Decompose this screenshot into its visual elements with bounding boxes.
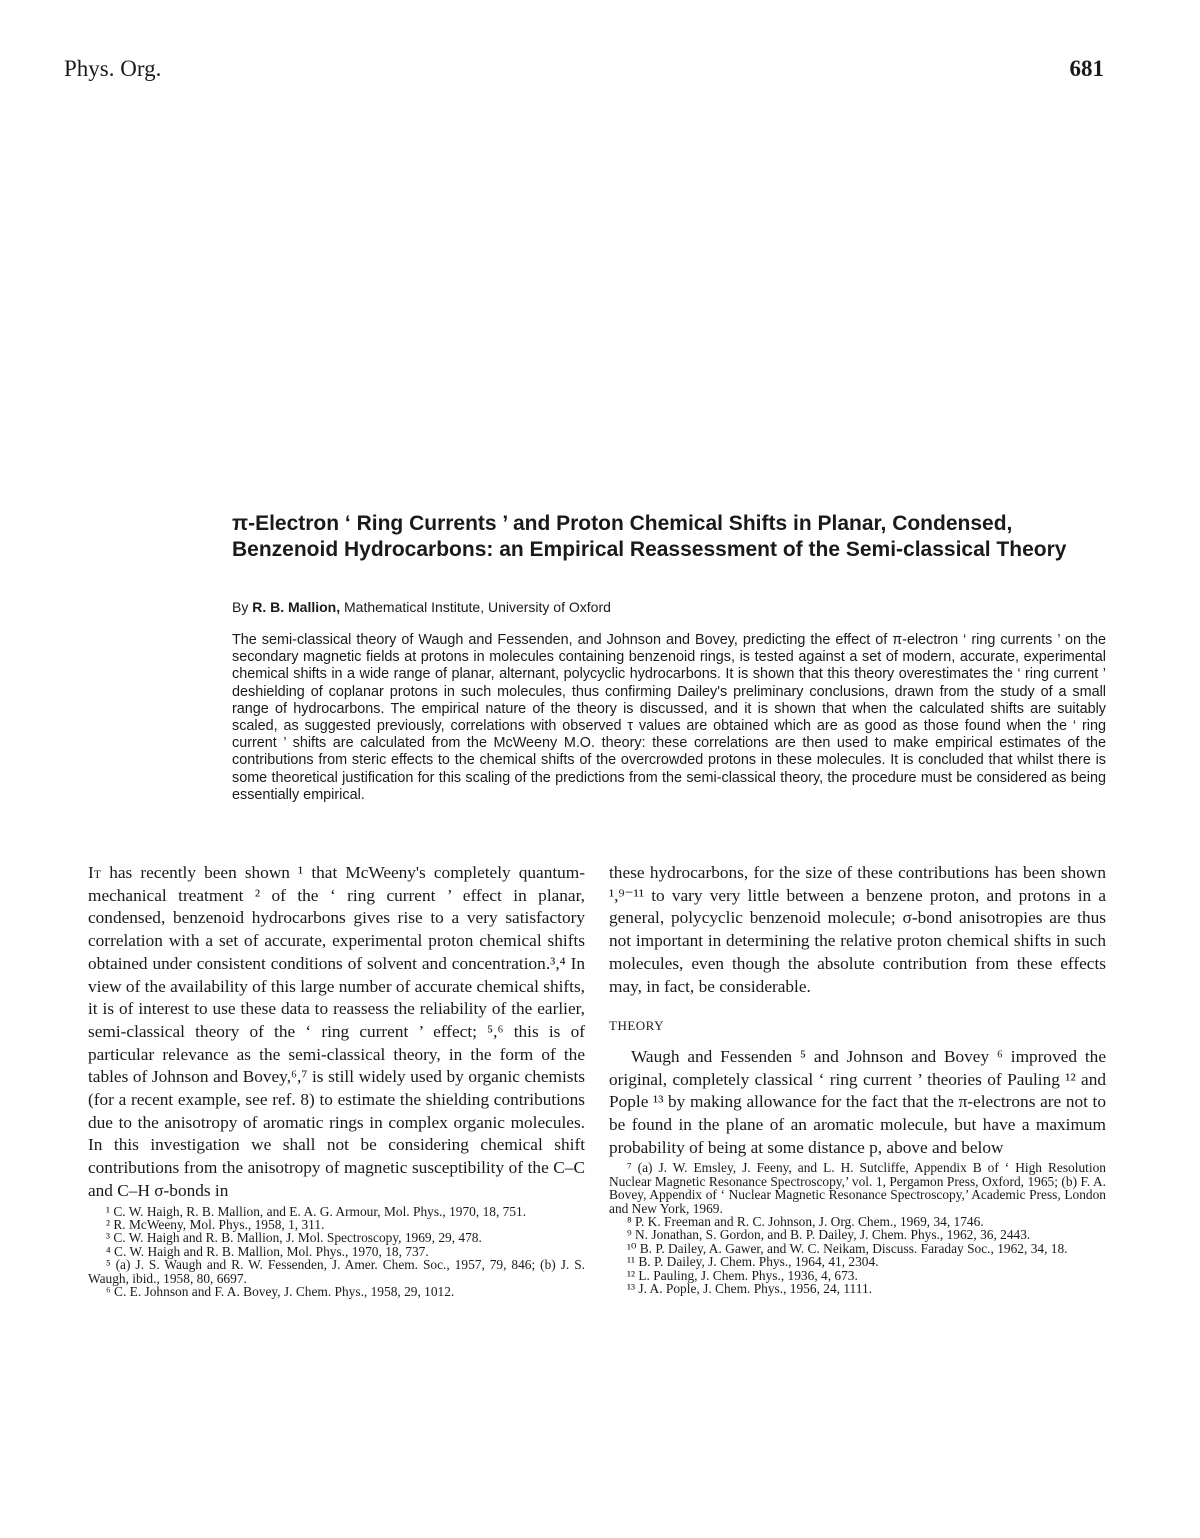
footnote-5: ⁵ (a) J. S. Waugh and R. W. Fessenden, J. Amer. Chem. Soc., 1957, 79, 846; (b) J. S. Waugh, ibid., 1958, 80, 6697.: [88, 1257, 585, 1286]
footnote-6: ⁶ C. E. Johnson and F. A. Bovey, J. Chem. Phys., 1958, 29, 1012.: [106, 1283, 455, 1299]
byline: [232, 599, 1106, 615]
theory-paragraph: Waugh and Fessenden ⁵ and Johnson and Bovey ⁶ improved the original, completely classical ‘ ring current ’ theories of Pauling ¹² and Pople ¹³ by making allowance for the fact that the π-electrons are not to be found in the plane of an aromatic molecule, but have a maximum probability of being at some distance p, above and below: [609, 1046, 1106, 1157]
intro-first-word: It: [88, 863, 102, 882]
footnote-2: ² R. McWeeny, Mol. Phys., 1958, 1, 311.: [106, 1216, 325, 1232]
right-column: [609, 862, 1106, 1296]
continuation-paragraph: these hydrocarbons, for the size of these contributions has been shown ¹,⁹⁻¹¹ to vary very little between a benzene proton, and protons in a general, polycyclic benzenoid molecule; σ-bond anisotropies are thus not important in determining the relative proton chemical shifts in such molecules, even though the absolute contribution from these effects may, in fact, be considerable.: [609, 863, 1106, 996]
left-footnotes: [88, 1205, 585, 1299]
footnote-12: ¹² L. Pauling, J. Chem. Phys., 1936, 4, 673.: [627, 1267, 858, 1283]
footnote-9: ⁹ N. Jonathan, S. Gordon, and B. P. Dailey, J. Chem. Phys., 1962, 36, 2443.: [627, 1227, 1031, 1243]
author-affiliation: Mathematical Institute, University of Oxford: [344, 599, 611, 615]
abstract: The semi-classical theory of Waugh and Fessenden, and Johnson and Bovey, predicting the effect of π-electron ‘ ring currents ’ on the secondary magnetic fields at protons in molecules containing benzenoid rings, is tested against a set of modern, accurate, experimental chemical shifts in a wide range of planar, alternant, polycyclic hydrocarbons. It is shown that this theory overestimates the ‘ ring current ’ deshielding of coplanar protons in such molecules, thus confirming Dailey's preliminary conclusions, drawn from the study of a small range of hydrocarbons. The empirical nature of the theory is discussed, and it is shown that when the calculated shifts are suitably scaled, as suggested previously, correlations with observed τ values are obtained which are as good as those found when the ‘ ring current ’ shifts are calculated from the McWeeny M.O. theory: these correlations are then used to make empirical estimates of the contributions from steric effects to the chemical shifts of the overcrowded protons in these molecules. It is concluded that whilst there is some theoretical justification for this scaling of the predictions from the semi-classical theory, the procedure must be considered as being essentially empirical.: [232, 632, 1106, 803]
footnote-3: ³ C. W. Haigh and R. B. Mallion, J. Mol. Spectroscopy, 1969, 29, 478.: [106, 1230, 482, 1246]
intro-paragraph: [88, 862, 585, 1203]
left-column: [88, 862, 585, 1298]
footnote-10: ¹⁰ B. P. Dailey, A. Gawer, and W. C. Neikam, Discuss. Faraday Soc., 1962, 34, 18.: [627, 1240, 1068, 1256]
article-title: π-Electron ‘ Ring Currents ’ and Proton Chemical Shifts in Planar, Condensed, Benzenoid Hydrocarbons: an Empirical Reassessment of the Semi-classical Theory: [232, 512, 1067, 561]
author-name: R. B. Mallion,: [252, 599, 341, 615]
footnote-7: ⁷ (a) J. W. Emsley, J. Feeny, and L. H. Sutcliffe, Appendix B of ‘ High Resolution Nuclear Magnetic Resonance Spectroscopy,’ vol. 1, Pergamon Press, Oxford, 1965; (b) F. A. Bovey, Appendix of ‘ Nuclear Magnetic Resonance Spectroscopy,’ Academic Press, London and New York, 1969.: [609, 1160, 1106, 1216]
section-heading-theory: THEORY: [609, 1018, 664, 1034]
journal-section-label: Phys. Org.: [64, 56, 162, 81]
footnote-8: ⁸ P. K. Freeman and R. C. Johnson, J. Org. Chem., 1969, 34, 1746.: [627, 1214, 984, 1230]
page-number: 681: [1069, 56, 1104, 81]
footnote-11: ¹¹ B. P. Dailey, J. Chem. Phys., 1964, 41, 2304.: [627, 1254, 879, 1270]
right-footnotes: [609, 1161, 1106, 1295]
footnote-1: ¹ C. W. Haigh, R. B. Mallion, and E. A. G. Armour, Mol. Phys., 1970, 18, 751.: [106, 1203, 527, 1219]
intro-text: has recently been shown ¹ that McWeeny's completely quantum-mechanical treatment ² of the ‘ ring current ’ effect in planar, condensed, benzenoid hydrocarbons gives rise to a very satisfactory correlation with a set of accurate, experimental proton chemical shifts obtained under consistent conditions of solvent and concentration.³,⁴ In view of the availability of this large number of accurate chemical shifts, it is of interest to use these data to reassess the reliability of the earlier, semi-classical theory of the ‘ ring current ’ effect; ⁵,⁶ this is of particular relevance as the semi-classical theory, in the form of the tables of Johnson and Bovey,⁶,⁷ is still widely used by organic chemists (for a recent example, see ref. 8) to estimate the shielding contributions due to the anisotropy of aromatic rings in complex organic molecules. In this investigation we shall not be considering chemical shift contributions from the anisotropy of magnetic susceptibility of the C–C and C–H σ-bonds in: [88, 863, 585, 1200]
footnote-4: ⁴ C. W. Haigh and R. B. Mallion, Mol. Phys., 1970, 18, 737.: [106, 1243, 429, 1259]
footnote-13: ¹³ J. A. Pople, J. Chem. Phys., 1956, 24, 1111.: [627, 1281, 872, 1297]
by-label: By: [232, 599, 249, 615]
